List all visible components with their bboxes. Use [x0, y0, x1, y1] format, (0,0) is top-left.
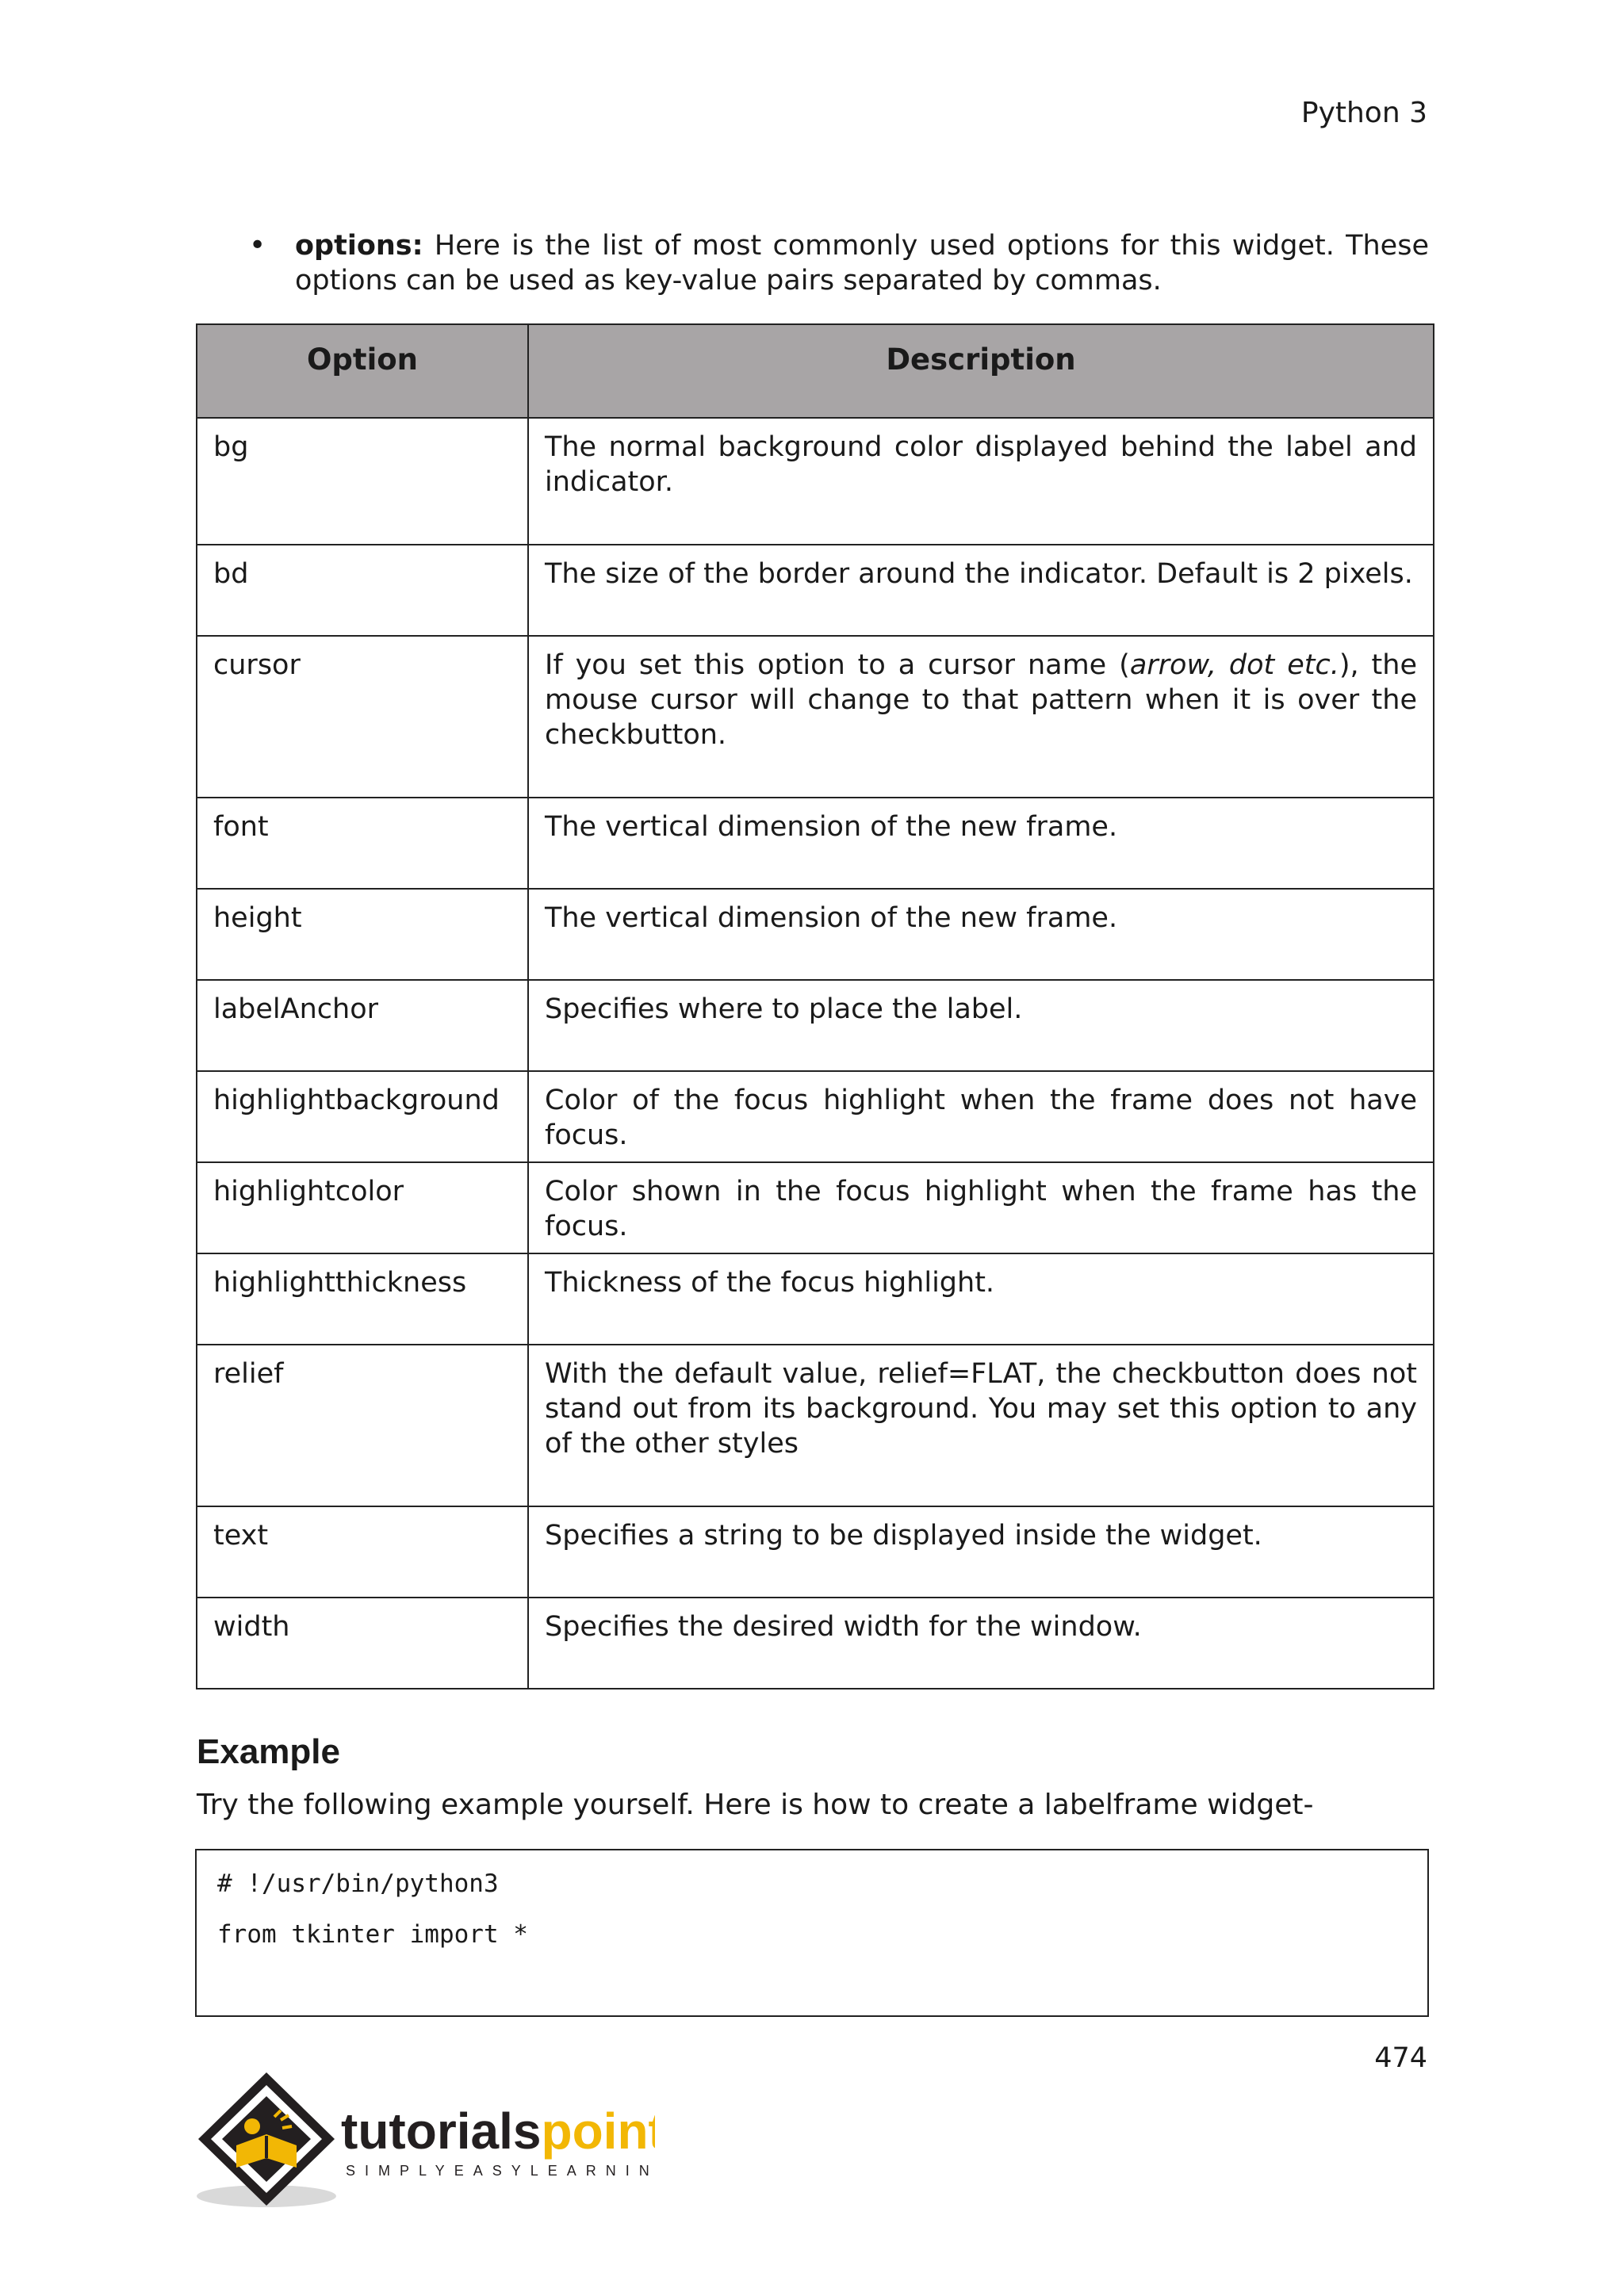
option-cell: text — [197, 1506, 528, 1598]
svg-text:SIMPLYEASYLEARNING: SIMPLYEASYLEARNING — [346, 2163, 655, 2179]
options-table — [196, 323, 1434, 1689]
description-cell: Color shown in the focus highlight when the frame has the focus. — [528, 1162, 1434, 1253]
option-cell: relief — [197, 1345, 528, 1506]
svg-text:tutorialspoint: tutorialspoint — [341, 2103, 655, 2160]
description-cell: Specifies a string to be displayed inside the widget. — [528, 1506, 1434, 1598]
option-cell: width — [197, 1598, 528, 1689]
example-intro: Try the following example yourself. Here is how to create a labelframe widget- — [197, 1789, 1314, 1821]
option-cell: font — [197, 798, 528, 889]
description-cell: The vertical dimension of the new frame. — [528, 889, 1434, 980]
table-row — [197, 1506, 1434, 1598]
table-row — [197, 1162, 1434, 1253]
tutorialspoint-logo — [195, 2069, 655, 2212]
description-cell: The size of the border around the indicator. Default is 2 pixels. — [528, 545, 1434, 636]
description-cell: The normal background color displayed behind the label and indicator. — [528, 418, 1434, 545]
bullet-text — [295, 228, 1429, 298]
bullet-icon: • — [249, 229, 266, 262]
table-row — [197, 636, 1434, 798]
option-cell: highlightbackground — [197, 1071, 528, 1162]
table-row — [197, 980, 1434, 1071]
table-header-row — [197, 324, 1434, 418]
code-line: # !/usr/bin/python3 — [217, 1869, 499, 1898]
options-bullet — [239, 228, 1429, 298]
description-cell: Specifies the desired width for the window. — [528, 1598, 1434, 1689]
description-cell: With the default value, relief=FLAT, the checkbutton does not stand out from its background. You may set this option to any of the other styles — [528, 1345, 1434, 1506]
table-row — [197, 418, 1434, 545]
option-cell: bd — [197, 545, 528, 636]
running-header: Python 3 — [1300, 97, 1427, 129]
example-heading: Example — [197, 1732, 340, 1771]
bullet-body: Here is the list of most commonly used options for this widget. These options can be used as key-value pairs separated by commas. — [295, 230, 1429, 297]
table-row — [197, 1071, 1434, 1162]
description-text: ), the mouse cursor will change to that pattern when it is over the checkbutton. — [545, 649, 1417, 751]
description-cell: Specifies where to place the label. — [528, 980, 1434, 1071]
option-cell: highlightthickness — [197, 1253, 528, 1345]
option-cell: labelAnchor — [197, 980, 528, 1071]
header-option: Option — [197, 324, 528, 418]
option-cell: cursor — [197, 636, 528, 798]
table-row — [197, 889, 1434, 980]
bullet-label: options: — [295, 230, 423, 262]
description-cell: Color of the focus highlight when the frame does not have focus. — [528, 1071, 1434, 1162]
table-row — [197, 1598, 1434, 1689]
option-cell: height — [197, 889, 528, 980]
page-number: 474 — [1374, 2042, 1427, 2074]
description-cell — [528, 636, 1434, 798]
option-cell: bg — [197, 418, 528, 545]
description-cell: Thickness of the focus highlight. — [528, 1253, 1434, 1345]
table-row — [197, 1253, 1434, 1345]
table-row — [197, 545, 1434, 636]
header-description: Description — [528, 324, 1434, 418]
code-block — [195, 1849, 1429, 2017]
table-row — [197, 1345, 1434, 1506]
table-row — [197, 798, 1434, 889]
code-line: from tkinter import * — [217, 1920, 528, 1949]
description-cell: The vertical dimension of the new frame. — [528, 798, 1434, 889]
description-text: If you set this option to a cursor name ( — [545, 649, 1130, 681]
logo-icon — [195, 2069, 655, 2212]
option-cell: highlightcolor — [197, 1162, 528, 1253]
description-italic: arrow, dot etc. — [1129, 649, 1339, 681]
